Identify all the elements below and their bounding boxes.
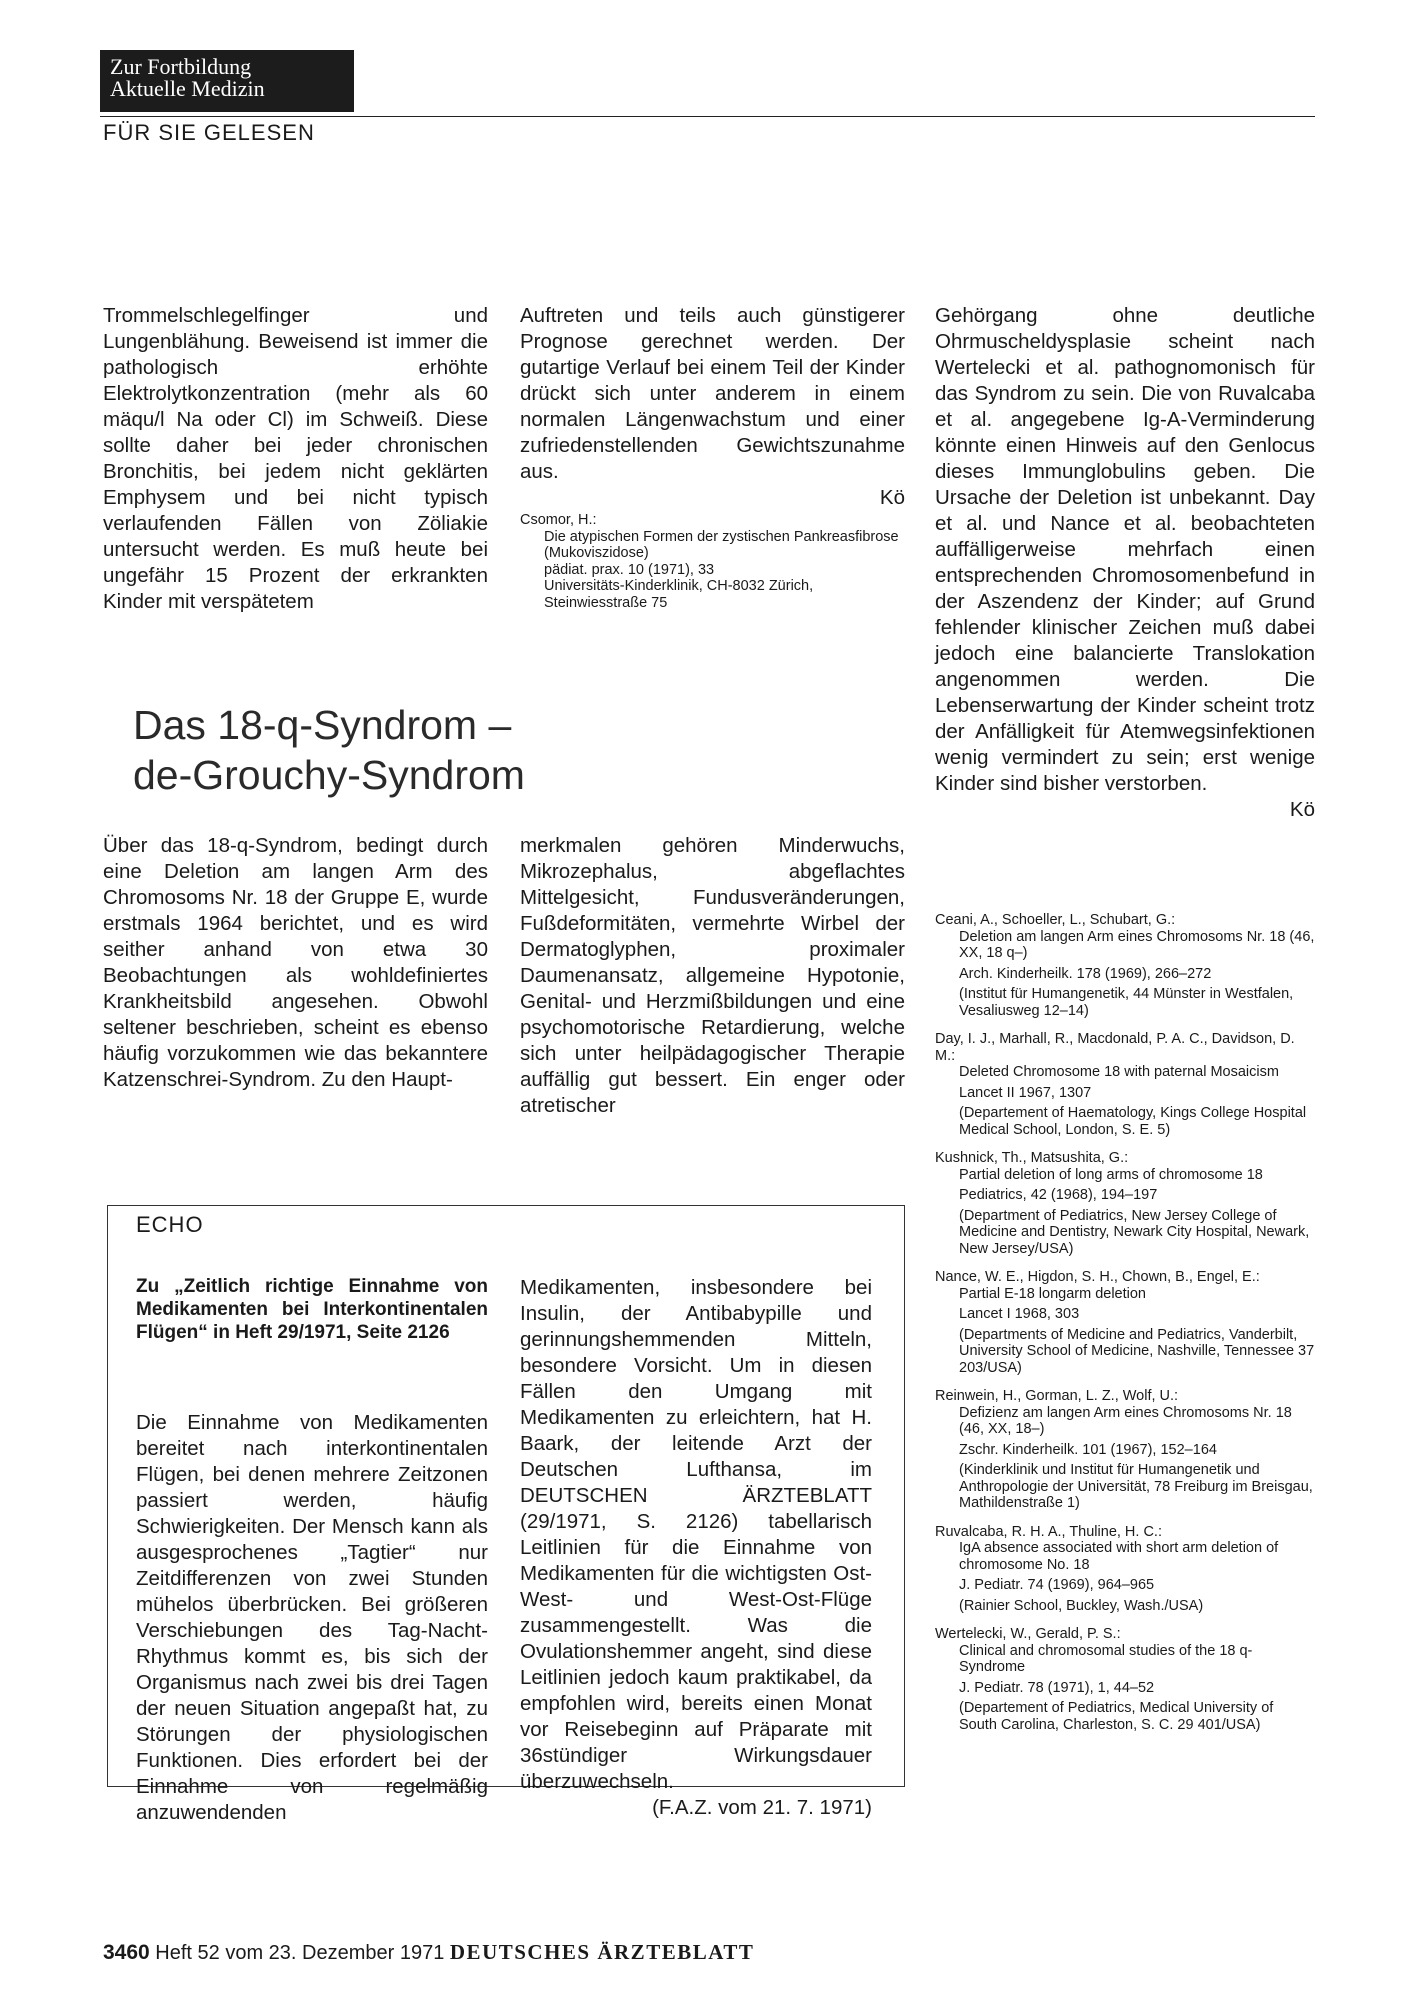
reference-entry — [935, 912, 1315, 1019]
main-article-signature: Kö — [1289, 798, 1315, 821]
reference-journal: pädiat. prax. 10 (1971), 33 — [544, 561, 715, 578]
reference-entry — [935, 1031, 1315, 1138]
reference-address: (Departement of Haematology, Kings College Hospital Medical School, London, S. E. 5) — [959, 1105, 1307, 1138]
top-article-text-2: Auftreten und teils auch günstigerer Prognose gerechnet werden. Der gutartige Verlauf bei einem Teil der Kinder drückt sich unter anderem in einem normalen Längenwachstum und einer zufriedenstellenden Gewichtszunahme aus. — [520, 304, 905, 483]
echo-heading: Zu „Zeitlich richtige Einnahme von Medikamenten bei Interkontinentalen Flügen“ in Heft 29/1971, Seite 2126 — [136, 1276, 488, 1343]
echo-column-1 — [136, 1410, 488, 1826]
reference-authors: Ceani, A., Schoeller, L., Schubart, G.: — [935, 912, 1176, 928]
top-article-column-2 — [520, 303, 905, 511]
top-article-signature: Kö — [879, 486, 905, 509]
reference-address: Universitäts-Kinderklinik, CH-8032 Zürich, Steinwiesstraße 75 — [544, 578, 814, 611]
reference-journal: Zschr. Kinderheilk. 101 (1967), 152–164 — [959, 1441, 1217, 1458]
reference-authors: Day, I. J., Marhall, R., Macdonald, P. A. C., Davidson, D. M.: — [935, 1031, 1295, 1064]
reference-list — [935, 912, 1315, 1745]
article-title-line-1: Das 18-q-Syndrom – — [133, 702, 512, 748]
echo-source: (F.A.Z. vom 21. 7. 1971) — [652, 1796, 872, 1819]
reference-authors: Ruvalcaba, R. H. A., Thuline, H. C.: — [935, 1523, 1162, 1540]
main-article-column-3 — [935, 303, 1315, 823]
reference-title: Clinical and chromosomal studies of the 18 q-Syndrome — [959, 1642, 1253, 1675]
reference-entry — [935, 1150, 1315, 1257]
publication-name: DEUTSCHES ÄRZTEBLATT — [449, 1940, 755, 1964]
main-article-text-2: merkmalen gehören Minderwuchs, Mikrozephalus, abgeflachtes Mittelgesicht, Fundusveränderungen, Fußdeformitäten, vermehrte Wirbel der Dermatoglyphen, proximaler Daumenansatz, allgemeine Hypotonie, Genital- und Herzmißbildungen und eine psychomotorische Retardierung, welche sich unter heilpädagogischer Therapie auffällig gut bessert. Ein enger oder atretischer — [520, 834, 905, 1117]
reference-authors: Csomor, H.: — [520, 512, 597, 528]
echo-label: ECHO — [136, 1212, 204, 1237]
reference-authors: Nance, W. E., Higdon, S. H., Chown, B., Engel, E.: — [935, 1269, 1260, 1285]
reference-journal: J. Pediatr. 74 (1969), 964–965 — [959, 1577, 1155, 1593]
main-article-text-1: Über das 18-q-Syndrom, bedingt durch eine Deletion am langen Arm des Chromosoms Nr. 18 der Gruppe E, wurde erstmals 1964 berichtet, und es wird seither anhand von etwa 30 Beobachtungen als wohldefiniertes Krankheitsbild angesehen. Obwohl seltener beschrieben, scheint es ebenso häufig vorzukommen wie das bekanntere Katzenschrei-Syndrom. Zu den Haupt- — [103, 834, 488, 1091]
reference-address: (Departments of Medicine and Pediatrics, Vanderbilt, University School of Medicine, Nashville, Tennessee 37 203/USA) — [959, 1326, 1315, 1376]
reference-entry — [935, 1524, 1315, 1615]
reference-title: IgA absence associated with short arm deletion of chromosome No. 18 — [959, 1540, 1279, 1573]
reference-authors: Reinwein, H., Gorman, L. Z., Wolf, U.: — [935, 1388, 1179, 1404]
header-line-2: Aktuelle Medizin — [110, 76, 265, 101]
echo-column-2 — [520, 1275, 872, 1821]
main-article-text-3: Gehörgang ohne deutliche Ohrmuscheldysplasie scheint nach Wertelecki et al. pathognomonisch für das Syndrom zu sein. Die von Ruvalcaba et al. angegebene Ig-A-Verminderung könnte einen Hinweis auf den Genlocus dieses Immunglobulins geben. Die Ursache der Deletion ist unbekannt. Day et al. und Nance et al. beobachteten auffälligerweise mehrfach einen entsprechenden Chromosomenbefund in der Aszendenz der Kinder; auf Grund fehlender klinischer Zeichen muß dabei jedoch eine balancierte Translokation angenommen werden. Die Lebenserwartung der Kinder scheint trotz der Anfälligkeit für Atemwegsinfektionen wenig vermindert zu sein; erst wenige Kinder sind bisher verstorben. — [935, 304, 1315, 795]
section-header-box — [100, 50, 354, 112]
page-footer — [103, 1940, 754, 1965]
reference-title: Defizienz am langen Arm eines Chromosoms Nr. 18 (46, XX, 18–) — [959, 1404, 1292, 1437]
reference-address: (Institut für Humangenetik, 44 Münster in Westfalen, Vesaliusweg 12–14) — [959, 986, 1294, 1019]
reference-journal: Arch. Kinderheilk. 178 (1969), 266–272 — [959, 965, 1212, 982]
issue-info: Heft 52 vom 23. Dezember 1971 — [155, 1942, 445, 1964]
reference-address: (Departement of Pediatrics, Medical University of South Carolina, Charleston, S. C. 29 401/USA) — [959, 1700, 1274, 1733]
top-article-column-1 — [103, 303, 488, 615]
reference-journal: Lancet II 1967, 1307 — [959, 1084, 1092, 1101]
reference-title: Partial deletion of long arms of chromosome 18 — [959, 1166, 1263, 1183]
article-title — [133, 700, 553, 800]
reference-journal: J. Pediatr. 78 (1971), 1, 44–52 — [959, 1679, 1155, 1696]
section-label: FÜR SIE GELESEN — [103, 120, 315, 145]
reference-address: (Department of Pediatrics, New Jersey College of Medicine and Dentistry, Newark City Hospital, Newark, New Jersey/USA) — [959, 1207, 1310, 1257]
reference-entry — [935, 1388, 1315, 1512]
top-article-text-1: Trommelschlegelfinger und Lungenblähung. Beweisend ist immer die pathologisch erhöhte Elektrolytkonzentration (mehr als 60 mäqu/l Na oder Cl) im Schweiß. Diese sollte daher bei jeder chronischen Bronchitis, bei jedem nicht geklärten Emphysem und bei nicht typisch verlaufenden Fällen von Zöliakie untersucht werden. Es muß heute bei ungefähr 15 Prozent der erkrankten Kinder mit verspätetem — [103, 304, 488, 613]
main-article-column-2 — [520, 833, 905, 1119]
reference-journal: Pediatrics, 42 (1968), 194–197 — [959, 1187, 1158, 1203]
echo-text-2: Medikamenten, insbesondere bei Insulin, der Antibabypille und gerinnungshemmenden Mitteln, besondere Vorsicht. Um in diesen Fällen den Umgang mit Medikamenten zu erleichtern, hat H. Baark, der leitende Arzt der Deutschen Lufthansa, im DEUTSCHEN ÄRZTEBLATT (29/1971, S. 2126) tabellarisch Leitlinien für die Einnahme von Medikamenten für die wichtigsten Ost-West- und West-Ost-Flüge zusammengestellt. Was die Ovulationshemmer angeht, sind diese Leitlinien jedoch kaum praktikabel, da empfohlen wird, bereits einen Monat vor Reisebeginn auf Präparate mit 36stündiger Wirkungsdauer überzuwechseln. — [520, 1276, 872, 1793]
reference-title: Partial E-18 longarm deletion — [959, 1285, 1146, 1302]
reference-address: (Rainier School, Buckley, Wash./USA) — [959, 1597, 1204, 1614]
top-article-reference — [520, 512, 905, 611]
header-rule — [100, 116, 1315, 117]
reference-entry — [935, 1269, 1315, 1376]
reference-title: Deleted Chromosome 18 with paternal Mosaicism — [959, 1064, 1279, 1080]
reference-journal: Lancet I 1968, 303 — [959, 1306, 1080, 1322]
article-title-line-2: de-Grouchy-Syndrom — [133, 752, 525, 798]
reference-entry — [935, 1626, 1315, 1733]
reference-authors: Wertelecki, W., Gerald, P. S.: — [935, 1626, 1121, 1642]
main-article-column-1 — [103, 833, 488, 1093]
reference-address: (Kinderklinik und Institut für Humangenetik und Anthropologie der Universität, 78 Freiburg im Breisgau, Mathildenstraße 1) — [959, 1462, 1313, 1511]
reference-title: Deletion am langen Arm eines Chromosoms Nr. 18 (46, XX, 18 q–) — [959, 928, 1315, 961]
echo-text-1: Die Einnahme von Medikamenten bereitet nach interkontinentalen Flügen, bei denen mehrere Zeitzonen passiert werden, häufig Schwierigkeiten. Der Mensch kann als ausgesprochenes „Tagtier“ nur Zeitdifferenzen von zwei Stunden mühelos überbrücken. Bei größeren Verschiebungen des Tag-Nacht-Rhythmus kommt es, bis sich der Organismus nach zwei bis drei Tagen der neuen Situation angepaßt hat, zu Störungen der physiologischen Funktionen. Dies erfordert bei der Einnahme von regelmäßig anzuwendenden — [136, 1411, 488, 1824]
reference-title: Die atypischen Formen der zystischen Pankreasfibrose (Mukoviszidose) — [544, 528, 899, 561]
reference-authors: Kushnick, Th., Matsushita, G.: — [935, 1150, 1129, 1166]
page-number: 3460 — [103, 1941, 150, 1964]
header-line-1: Zur Fortbildung — [110, 54, 252, 79]
